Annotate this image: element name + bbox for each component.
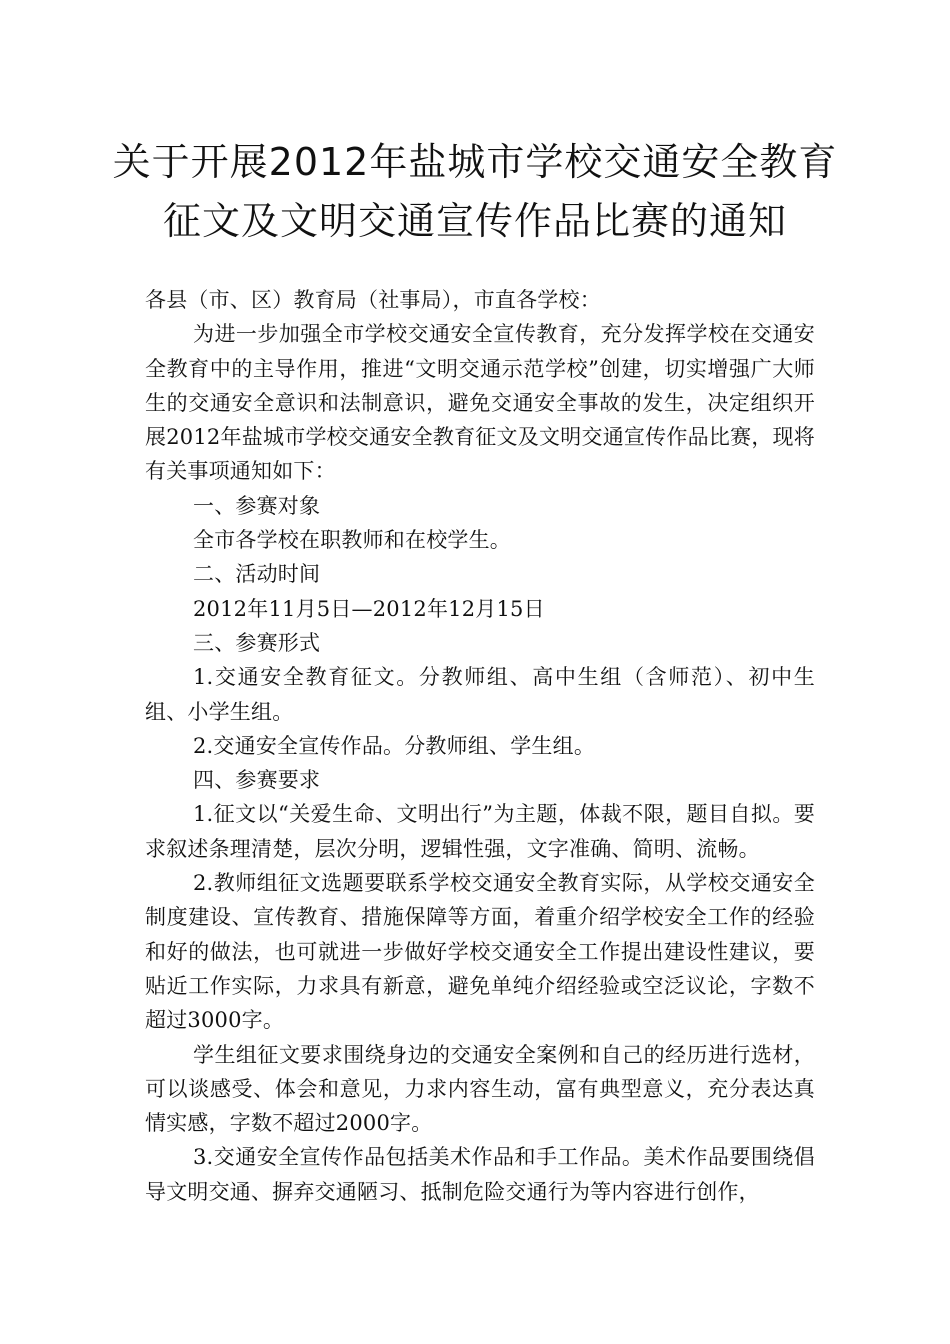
intro-paragraph: 为进一步加强全市学校交通安全宣传教育，充分发挥学校在交通安全教育中的主导作用，推进“文明交通示范学校”创建，切实增强广大师生的交通安全意识和法制意识，避免交通安全事故的发生，决定组织开展2012年盐城市学校交通安全教育征文及文明交通宣传作品比赛，现将有关事项通知如下： <box>145 322 815 484</box>
format-item-2: 2.交通安全宣传作品。分教师组、学生组。 <box>193 733 596 758</box>
document-body <box>145 283 815 1209</box>
time-text: 2012年11月5日—2012年12月15日 <box>193 596 545 621</box>
section-heading-participants: 一、参赛对象 <box>193 493 321 518</box>
document-title-line-2: 征文及文明交通宣传作品比赛的通知 <box>162 199 787 243</box>
format-item-1: 1.交通安全教育征文。分教师组、高中生组（含师范）、初中生组、小学生组。 <box>145 665 815 724</box>
requirement-item-1: 1.征文以“关爱生命、文明出行”为主题，体裁不限，题目自拟。要求叙述条理清楚，层次分明，逻辑性强，文字准确、简明、流畅。 <box>145 802 815 861</box>
salutation: 各县（市、区）教育局（社事局），市直各学校： <box>145 288 601 312</box>
participants-text: 全市各学校在职教师和在校学生。 <box>193 528 511 553</box>
requirement-item-2: 2.教师组征文选题要联系学校交通安全教育实际，从学校交通安全制度建设、宣传教育、措施保障等方面，着重介绍学校安全工作的经验和好的做法，也可就进一步做好学校交通安全工作提出建设性建议，要贴近工作实际，力求具有新意，避免单纯介绍经验或空泛议论，字数不超过3000字。 <box>145 871 815 1033</box>
requirement-item-3: 3.交通安全宣传作品包括美术作品和手工作品。美术作品要围绕倡导文明交通、摒弃交通陋习、抵制危险交通行为等内容进行创作， <box>145 1145 815 1204</box>
document-title-line-1: 关于开展2012年盐城市学校交通安全教育 <box>112 140 838 184</box>
requirement-student-essay: 学生组征文要求围绕身边的交通安全案例和自己的经历进行选材，可以谈感受、体会和意见，力求内容生动，富有典型意义，充分表达真情实感，字数不超过2000字。 <box>145 1042 815 1136</box>
section-heading-requirements: 四、参赛要求 <box>193 768 321 793</box>
section-heading-time: 二、活动时间 <box>193 562 321 587</box>
section-heading-format: 三、参赛形式 <box>193 630 321 655</box>
